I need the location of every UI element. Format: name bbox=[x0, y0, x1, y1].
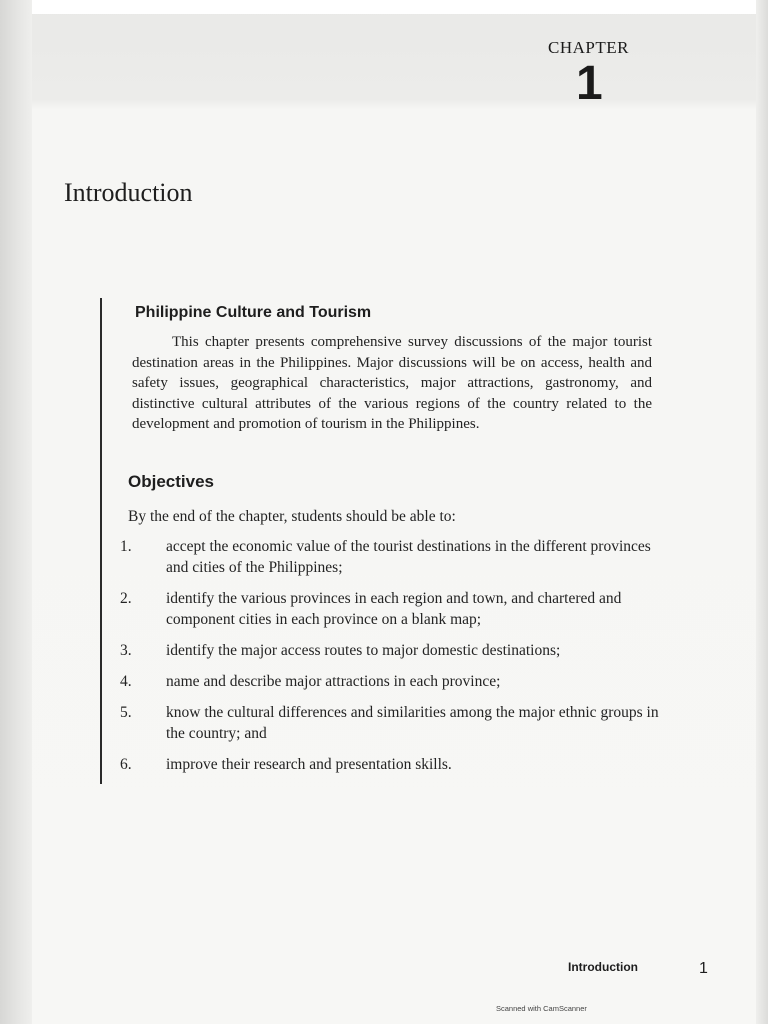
objectives-list bbox=[120, 536, 665, 785]
objective-text: name and describe major attractions in each province; bbox=[166, 673, 501, 690]
scanner-watermark: Scanned with CamScanner bbox=[496, 1004, 587, 1013]
page-binding-edge bbox=[0, 0, 32, 1024]
objective-number: 4. bbox=[120, 673, 132, 690]
objective-item bbox=[120, 702, 665, 744]
objectives-heading: Objectives bbox=[128, 472, 214, 491]
chapter-label: CHAPTER bbox=[548, 38, 629, 57]
objective-item bbox=[120, 588, 665, 630]
objective-number: 1. bbox=[120, 538, 132, 555]
footer-running-title: Introduction bbox=[568, 960, 638, 974]
chapter-number: 1 bbox=[576, 57, 603, 110]
intro-paragraph: This chapter presents comprehensive survey discussions of the major tourist destination areas in the Philippines. Major discussions will be on access, health and safety issues, geographical characteristics, major attractions, gastronomy, and distinctive cultural attributes of the various regions of the country related to the development and promotion of tourism in the Philippines. bbox=[132, 334, 652, 432]
objective-item bbox=[120, 536, 665, 578]
objectives-lead: By the end of the chapter, students should be able to: bbox=[128, 508, 456, 525]
objective-item bbox=[120, 671, 665, 692]
objective-item bbox=[120, 640, 665, 661]
page-title: Introduction bbox=[64, 178, 193, 207]
page-right-edge bbox=[756, 0, 768, 1024]
page-top-margin bbox=[32, 0, 756, 14]
objective-text: accept the economic value of the tourist destinations in the different provinces and cities of the Philippines; bbox=[166, 538, 651, 576]
chapter-overview-box bbox=[100, 298, 672, 784]
objective-number: 5. bbox=[120, 704, 132, 721]
objective-text: know the cultural differences and similarities among the major ethnic groups in the country; and bbox=[166, 704, 659, 742]
objective-text: identify the various provinces in each region and town, and chartered and component cities in each province on a blank map; bbox=[166, 590, 622, 628]
objective-number: 6. bbox=[120, 756, 132, 773]
footer-page-number: 1 bbox=[699, 960, 708, 977]
objective-number: 2. bbox=[120, 590, 132, 607]
section-heading: Philippine Culture and Tourism bbox=[135, 304, 372, 321]
objective-item bbox=[120, 754, 665, 775]
objective-text: identify the major access routes to major domestic destinations; bbox=[166, 642, 561, 659]
objective-number: 3. bbox=[120, 642, 132, 659]
objective-text: improve their research and presentation skills. bbox=[166, 756, 452, 773]
